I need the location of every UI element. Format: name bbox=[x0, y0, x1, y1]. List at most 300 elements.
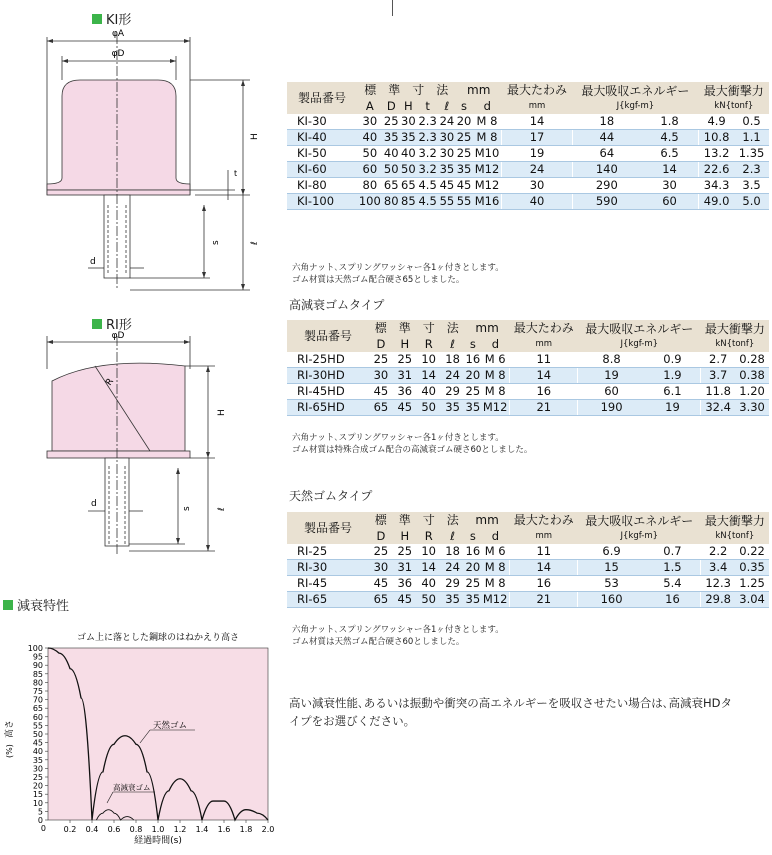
table-cell-force-tonf: 0.22 bbox=[735, 544, 769, 560]
col-s: s bbox=[465, 529, 482, 544]
table-cell-cell: 85 bbox=[401, 194, 416, 208]
table-cell-cell: M12 bbox=[473, 178, 502, 194]
table-cell-cell: 25 bbox=[465, 576, 481, 590]
x-tick-label: 1.0 bbox=[151, 825, 165, 834]
table-cell-model: RI-25HD bbox=[287, 352, 369, 368]
table-cell-cell: 20 bbox=[465, 368, 481, 382]
ki-section-title: KI形 bbox=[92, 9, 131, 28]
table-cell-cell: 25 bbox=[393, 352, 417, 368]
table-cell-cell: 45 bbox=[393, 400, 417, 416]
table-row bbox=[287, 384, 769, 400]
table-cell-energy-j: 53 bbox=[578, 576, 645, 592]
table-cell-cell: 35 bbox=[456, 162, 472, 176]
table-cell-cell: M 8 bbox=[481, 368, 509, 384]
x-tick-label: 1.2 bbox=[173, 825, 187, 834]
table-cell-force-tonf: 0.35 bbox=[735, 560, 769, 576]
table-cell-cell: 24 bbox=[441, 368, 465, 384]
table-cell-cell: 35 bbox=[383, 130, 399, 144]
col-r: R bbox=[417, 337, 441, 352]
table-cell-force-tonf: 0.38 bbox=[735, 368, 769, 384]
unit-energy: J{kgf-m} bbox=[572, 99, 698, 114]
table-cell-cell: 31 bbox=[393, 560, 417, 576]
y-tick-label: 40 bbox=[32, 747, 43, 757]
ki-dim-thread-label: d bbox=[90, 257, 96, 267]
table-cell-cell: 30 bbox=[439, 130, 455, 144]
table-cell-cell: 20 bbox=[456, 114, 472, 128]
table-cell-force-kn: 2.7 bbox=[701, 352, 735, 368]
col-header-energy: 最大吸収エネルギー bbox=[572, 82, 698, 99]
y-tick-label: 85 bbox=[32, 669, 43, 679]
table-cell-cell: 10 bbox=[417, 352, 441, 368]
plot-area bbox=[48, 648, 268, 820]
table-row bbox=[287, 146, 769, 162]
table-cell-force-tonf: 2.3 bbox=[734, 162, 769, 178]
table-cell-deflection: 14 bbox=[510, 560, 578, 576]
table-cell-cell: 50 bbox=[401, 162, 416, 176]
table-cell-model: KI-100 bbox=[287, 194, 357, 210]
table-cell-model: KI-30 bbox=[287, 114, 357, 130]
table-cell-energy-j: 15 bbox=[578, 560, 645, 576]
table-cell-force-kn: 49.0 bbox=[699, 194, 734, 210]
table-row bbox=[287, 178, 769, 194]
table-cell-force-tonf: 1.25 bbox=[735, 576, 769, 592]
table-cell-cell: 14 bbox=[417, 368, 441, 384]
table-cell-cell: 35 bbox=[439, 162, 455, 176]
table-cell-deflection: 21 bbox=[510, 400, 578, 416]
table-cell-force-kn: 29.8 bbox=[701, 592, 735, 608]
table-cell-model: RI-25 bbox=[287, 544, 369, 560]
table-cell-cell: 55 bbox=[456, 194, 472, 208]
table-cell-force-kn: 22.6 bbox=[699, 162, 734, 178]
recommendation-text bbox=[289, 694, 772, 730]
table-cell-energy-j: 18 bbox=[572, 114, 641, 130]
table-cell-deflection: 14 bbox=[510, 368, 578, 384]
table-cell-cell: 25 bbox=[456, 130, 472, 144]
table-cell-energy-kgf: 60 bbox=[641, 194, 699, 210]
y-tick-label: 95 bbox=[32, 652, 43, 662]
recommendation-line-1: 高い減衰性能､あるいは振動や衝突の高エネルギーを吸収させたい場合は､高減衰HDタ bbox=[289, 696, 732, 710]
table-cell-force-tonf: 5.0 bbox=[734, 194, 769, 210]
x-origin-label: 0 bbox=[40, 824, 46, 833]
table-cell-cell: 16 bbox=[465, 352, 481, 366]
table-cell-model: RI-65 bbox=[287, 592, 369, 608]
table-cell-cell: 25 bbox=[456, 146, 472, 160]
table-cell-model: KI-60 bbox=[287, 162, 357, 178]
col-d: D bbox=[383, 99, 400, 114]
unit-energy: J{kgf-m} bbox=[578, 337, 701, 352]
unit-deflection: mm bbox=[510, 529, 578, 544]
table-cell-cell: 35 bbox=[441, 400, 465, 416]
table-cell-cell: 50 bbox=[357, 146, 383, 162]
nr-table-title: 天然ゴムタイプ bbox=[289, 489, 373, 503]
table-cell-force-tonf: 3.5 bbox=[734, 178, 769, 194]
table-cell-energy-j: 64 bbox=[572, 146, 641, 162]
table-cell-cell: 3.2 bbox=[418, 162, 437, 176]
table-cell-cell: 25 bbox=[369, 544, 393, 560]
table-cell-cell: 4.5 bbox=[418, 178, 437, 192]
unit-force: kN{tonf} bbox=[699, 99, 769, 114]
table-cell-force-kn: 10.8 bbox=[699, 130, 734, 146]
table-cell-cell: 29 bbox=[441, 576, 465, 592]
col-header-deflection: 最大たわみ bbox=[510, 320, 578, 337]
table-cell-deflection: 17 bbox=[502, 130, 572, 146]
y-tick-label: 5 bbox=[37, 807, 43, 817]
y-tick-label: 15 bbox=[32, 790, 43, 800]
x-tick-label: 0.8 bbox=[129, 825, 143, 834]
col-thread: d bbox=[481, 337, 509, 352]
col-header-energy: 最大吸収エネルギー bbox=[578, 512, 701, 529]
col-header-mm: mm bbox=[465, 512, 510, 529]
table-cell-force-kn: 3.4 bbox=[701, 560, 735, 576]
table-cell-cell: 65 bbox=[383, 178, 399, 192]
table-cell-energy-kgf: 0.7 bbox=[645, 544, 701, 560]
table-cell-energy-j: 160 bbox=[578, 592, 645, 608]
table-cell-energy-kgf: 1.9 bbox=[645, 368, 701, 384]
y-tick-label: 80 bbox=[32, 678, 43, 688]
table-cell-cell: M12 bbox=[481, 400, 509, 416]
table-cell-force-kn: 12.3 bbox=[701, 576, 735, 592]
table-cell-cell: 31 bbox=[393, 368, 417, 384]
y-tick-label: 90 bbox=[32, 661, 43, 671]
table-cell-cell: 60 bbox=[357, 162, 383, 178]
x-tick-label: 0.4 bbox=[85, 825, 99, 834]
table-cell-cell: M 6 bbox=[481, 352, 509, 368]
col-d: D bbox=[369, 529, 393, 544]
table-cell-energy-kgf: 6.1 bbox=[645, 384, 701, 400]
ri-section-title: RI形 bbox=[92, 314, 132, 333]
col-thread: d bbox=[481, 529, 509, 544]
table-row bbox=[287, 162, 769, 178]
col-header-force: 最大衝撃力 bbox=[701, 320, 769, 337]
table-cell-energy-j: 19 bbox=[578, 368, 645, 384]
table-cell-cell: 36 bbox=[393, 384, 417, 400]
y-tick-label: 30 bbox=[32, 764, 43, 774]
col-header-std: 標 準 寸 法 bbox=[357, 82, 455, 99]
col-header-force: 最大衝撃力 bbox=[701, 512, 769, 529]
table-cell-cell: M 8 bbox=[473, 130, 502, 146]
table-cell-cell: 4.5 bbox=[418, 194, 437, 208]
nr-notes bbox=[292, 624, 504, 648]
table-cell-cell: 18 bbox=[441, 352, 465, 368]
y-tick-label: 35 bbox=[32, 755, 43, 765]
table-cell-cell: M 8 bbox=[473, 114, 502, 130]
y-tick-label: 75 bbox=[32, 687, 43, 696]
table-cell-energy-kgf: 1.5 bbox=[645, 560, 701, 576]
table-cell-energy-j: 8.8 bbox=[578, 352, 645, 368]
table-cell-cell: 30 bbox=[369, 560, 393, 576]
table-cell-cell: 45 bbox=[456, 178, 472, 192]
table-row bbox=[287, 576, 769, 592]
col-h: H bbox=[400, 99, 417, 114]
ki-dim-t-label: t bbox=[234, 169, 238, 178]
table-cell-cell: 100 bbox=[358, 194, 381, 208]
table-cell-model: KI-40 bbox=[287, 130, 357, 146]
table-cell-cell: 10 bbox=[417, 544, 441, 560]
table-cell-cell: 40 bbox=[383, 146, 399, 160]
table-cell-cell: 24 bbox=[441, 560, 465, 576]
ki-dim-s-label: s bbox=[211, 240, 221, 245]
ki-note-2: ゴム材質は天然ゴム配合硬さ65としました。 bbox=[292, 275, 465, 285]
label-natural-rubber: 天然ゴム bbox=[153, 721, 188, 731]
table-cell-model: RI-30HD bbox=[287, 368, 369, 384]
col-h: H bbox=[393, 529, 417, 544]
ki-dim-a-label: φA bbox=[111, 29, 125, 39]
table-cell-cell: 45 bbox=[369, 384, 393, 400]
col-a: A bbox=[357, 99, 383, 114]
table-cell-cell: M 8 bbox=[481, 560, 509, 576]
table-cell-cell: 35 bbox=[465, 592, 481, 606]
table-cell-cell: 30 bbox=[401, 114, 416, 128]
table-cell-energy-j: 590 bbox=[572, 194, 641, 210]
y-axis-unit: (%) bbox=[5, 744, 14, 758]
table-cell-force-kn: 34.3 bbox=[699, 178, 734, 194]
table-cell-cell: M12 bbox=[473, 162, 502, 178]
ri-dim-l-label: ℓ bbox=[217, 507, 227, 511]
col-l: ℓ bbox=[441, 337, 465, 352]
page-divider-mark bbox=[392, 0, 393, 16]
col-r: R bbox=[417, 529, 441, 544]
table-cell-cell: 25 bbox=[393, 544, 417, 560]
recommendation-line-2: イプをお選びください。 bbox=[289, 714, 416, 728]
table-cell-cell: 2.3 bbox=[418, 130, 437, 144]
table-cell-cell: 50 bbox=[417, 400, 441, 416]
table-cell-model: RI-45 bbox=[287, 576, 369, 592]
y-tick-label: 25 bbox=[32, 773, 43, 782]
table-cell-cell: 65 bbox=[369, 400, 393, 416]
ki-note-1: 六角ナット､スプリングワッシャー各1ヶ付きとします。 bbox=[292, 263, 504, 273]
col-header-std: 標 準 寸 法 bbox=[369, 320, 465, 337]
col-header-force: 最大衝撃力 bbox=[699, 82, 769, 99]
ri-dim-s-label: s bbox=[182, 506, 192, 511]
table-cell-cell: M10 bbox=[473, 146, 502, 162]
table-cell-cell: 40 bbox=[357, 130, 383, 146]
col-header-deflection: 最大たわみ bbox=[502, 82, 572, 99]
x-tick-label: 1.6 bbox=[217, 825, 231, 834]
col-header-mm: mm bbox=[465, 320, 510, 337]
table-cell-cell: 18 bbox=[441, 544, 465, 560]
table-cell-force-tonf: 1.20 bbox=[735, 384, 769, 400]
table-cell-energy-j: 6.9 bbox=[578, 544, 645, 560]
table-cell-cell: 29 bbox=[441, 384, 465, 400]
table-cell-energy-kgf: 1.8 bbox=[641, 114, 699, 130]
table-cell-cell: 80 bbox=[383, 194, 399, 208]
col-header-mm: mm bbox=[455, 82, 501, 99]
ri-drawing bbox=[0, 326, 290, 586]
table-cell-model: RI-45HD bbox=[287, 384, 369, 400]
unit-force: kN{tonf} bbox=[701, 337, 769, 352]
unit-deflection: mm bbox=[510, 337, 578, 352]
table-cell-deflection: 21 bbox=[510, 592, 578, 608]
table-cell-deflection: 30 bbox=[502, 178, 572, 194]
table-cell-deflection: 14 bbox=[502, 114, 572, 130]
table-cell-model: KI-80 bbox=[287, 178, 357, 194]
table-cell-cell: 20 bbox=[465, 560, 481, 574]
table-cell-cell: 50 bbox=[383, 162, 399, 176]
table-cell-cell: 2.3 bbox=[418, 114, 437, 128]
ri-dim-h-label: H bbox=[217, 409, 227, 416]
x-tick-label: 1.8 bbox=[239, 825, 253, 834]
table-row bbox=[287, 400, 769, 416]
table-row bbox=[287, 560, 769, 576]
y-axis-label: 高さ bbox=[5, 719, 15, 738]
y-tick-label: 0 bbox=[37, 816, 43, 825]
table-cell-cell: 80 bbox=[357, 178, 383, 194]
table-row bbox=[287, 130, 769, 146]
table-cell-force-kn: 4.9 bbox=[699, 114, 734, 130]
ri-dim-thread-label: d bbox=[91, 499, 97, 509]
col-l: ℓ bbox=[438, 99, 455, 114]
table-cell-cell: M12 bbox=[481, 592, 509, 608]
table-cell-cell: 35 bbox=[441, 592, 465, 608]
nr-note-1: 六角ナット､スプリングワッシャー各1ヶ付きとします。 bbox=[292, 625, 504, 635]
table-cell-energy-kgf: 19 bbox=[645, 400, 701, 416]
hd-note-2: ゴム材質は特殊合成ゴム配合の高減衰ゴム硬さ60としました。 bbox=[292, 445, 533, 455]
chart-caption: ゴム上に落とした鋼球のはねかえり高さ bbox=[76, 633, 240, 643]
green-square-icon bbox=[3, 600, 13, 610]
table-cell-force-kn: 3.7 bbox=[701, 368, 735, 384]
table-cell-cell: 30 bbox=[439, 146, 455, 160]
table-cell-cell: 36 bbox=[393, 576, 417, 592]
table-cell-cell: M16 bbox=[473, 194, 502, 210]
y-tick-label: 70 bbox=[32, 695, 43, 705]
ki-spec-table bbox=[287, 82, 769, 210]
table-cell-energy-j: 60 bbox=[578, 384, 645, 400]
table-cell-energy-kgf: 16 bbox=[645, 592, 701, 608]
table-cell-cell: M 8 bbox=[481, 576, 509, 592]
col-header-model: 製品番号 bbox=[287, 320, 369, 352]
table-cell-force-tonf: 1.35 bbox=[734, 146, 769, 162]
ki-dim-l-label: ℓ bbox=[250, 241, 260, 245]
table-cell-deflection: 40 bbox=[502, 194, 572, 210]
y-tick-label: 20 bbox=[32, 781, 43, 791]
col-s: s bbox=[465, 337, 482, 352]
nr-note-2: ゴム材質は天然ゴム配合硬さ60としました。 bbox=[292, 637, 465, 647]
ki-notes bbox=[292, 262, 504, 286]
col-header-deflection: 最大たわみ bbox=[510, 512, 578, 529]
table-cell-cell: M 8 bbox=[481, 384, 509, 400]
y-tick-label: 10 bbox=[32, 798, 43, 808]
table-cell-cell: 50 bbox=[417, 592, 441, 608]
table-cell-force-kn: 13.2 bbox=[699, 146, 734, 162]
table-cell-cell: 25 bbox=[465, 384, 481, 398]
table-cell-deflection: 11 bbox=[510, 544, 578, 560]
unit-force: kN{tonf} bbox=[701, 529, 769, 544]
col-s: s bbox=[455, 99, 472, 114]
x-tick-label: 0.2 bbox=[63, 825, 77, 834]
x-tick-label: 2.0 bbox=[261, 825, 275, 834]
x-tick-label: 0.6 bbox=[107, 825, 121, 834]
hd-notes bbox=[292, 432, 532, 456]
table-cell-deflection: 16 bbox=[510, 576, 578, 592]
table-cell-deflection: 11 bbox=[510, 352, 578, 368]
table-cell-cell: 40 bbox=[417, 576, 441, 592]
table-cell-cell: 40 bbox=[401, 146, 416, 160]
table-cell-force-tonf: 3.30 bbox=[735, 400, 769, 416]
table-cell-cell: 3.2 bbox=[418, 146, 437, 160]
x-axis-label: 経過時間(s) bbox=[134, 836, 182, 846]
table-cell-force-tonf: 3.04 bbox=[735, 592, 769, 608]
table-cell-deflection: 16 bbox=[510, 384, 578, 400]
table-cell-energy-j: 140 bbox=[572, 162, 641, 178]
table-cell-energy-kgf: 6.5 bbox=[641, 146, 699, 162]
table-cell-cell: 30 bbox=[357, 114, 383, 130]
ri-dim-d-label: φD bbox=[111, 331, 125, 341]
table-cell-force-kn: 2.2 bbox=[701, 544, 735, 560]
table-cell-cell: 45 bbox=[393, 592, 417, 608]
damping-chart bbox=[0, 628, 290, 855]
table-cell-cell: 40 bbox=[417, 384, 441, 400]
table-cell-energy-kgf: 5.4 bbox=[645, 576, 701, 592]
y-tick-label: 60 bbox=[32, 712, 43, 722]
table-row bbox=[287, 114, 769, 130]
table-cell-energy-j: 44 bbox=[572, 130, 641, 146]
table-cell-energy-kgf: 30 bbox=[641, 178, 699, 194]
table-cell-cell: 14 bbox=[417, 560, 441, 576]
table-cell-cell: 35 bbox=[465, 400, 481, 414]
table-cell-energy-j: 190 bbox=[578, 400, 645, 416]
col-d: D bbox=[369, 337, 393, 352]
table-cell-cell: 30 bbox=[369, 368, 393, 384]
table-cell-cell: 25 bbox=[369, 352, 393, 368]
ri-dim-r-label: R bbox=[104, 376, 117, 388]
table-cell-model: RI-65HD bbox=[287, 400, 369, 416]
table-cell-energy-kgf: 0.9 bbox=[645, 352, 701, 368]
table-row bbox=[287, 544, 769, 560]
ki-dim-h-label: H bbox=[250, 133, 260, 140]
table-cell-force-tonf: 0.28 bbox=[735, 352, 769, 368]
table-cell-cell: 45 bbox=[369, 576, 393, 592]
table-cell-energy-kgf: 4.5 bbox=[641, 130, 699, 146]
unit-deflection: mm bbox=[502, 99, 572, 114]
col-header-energy: 最大吸収エネルギー bbox=[578, 320, 701, 337]
table-cell-force-kn: 32.4 bbox=[701, 400, 735, 416]
unit-energy: J{kgf-m} bbox=[578, 529, 701, 544]
table-cell-cell: 24 bbox=[439, 114, 455, 128]
col-header-model: 製品番号 bbox=[287, 82, 357, 114]
table-row bbox=[287, 592, 769, 608]
y-tick-label: 45 bbox=[32, 738, 43, 748]
table-cell-deflection: 19 bbox=[502, 146, 572, 162]
damping-section-title: 減衰特性 bbox=[3, 595, 69, 614]
table-cell-cell: 25 bbox=[383, 114, 399, 128]
table-cell-force-tonf: 0.5 bbox=[734, 114, 769, 130]
x-tick-label: 1.4 bbox=[195, 825, 209, 834]
table-cell-energy-j: 290 bbox=[572, 178, 641, 194]
y-tick-label: 65 bbox=[32, 704, 43, 714]
table-cell-energy-kgf: 14 bbox=[641, 162, 699, 178]
ki-drawing bbox=[0, 0, 290, 310]
table-row bbox=[287, 352, 769, 368]
hd-table-title: 高減衰ゴムタイプ bbox=[289, 298, 385, 312]
table-cell-cell: M 6 bbox=[481, 544, 509, 560]
table-cell-cell: 65 bbox=[401, 178, 416, 192]
table-row bbox=[287, 368, 769, 384]
table-cell-model: KI-50 bbox=[287, 146, 357, 162]
table-cell-force-tonf: 1.1 bbox=[734, 130, 769, 146]
label-high-damping-rubber: 高減衰ゴム bbox=[113, 783, 151, 792]
col-thread: d bbox=[473, 99, 502, 114]
table-cell-model: RI-30 bbox=[287, 560, 369, 576]
col-h: H bbox=[393, 337, 417, 352]
ki-dim-d-label: φD bbox=[111, 49, 125, 59]
y-tick-label: 55 bbox=[32, 721, 43, 731]
y-tick-label: 100 bbox=[27, 644, 43, 653]
hd-note-1: 六角ナット､スプリングワッシャー各1ヶ付きとします。 bbox=[292, 433, 504, 443]
col-header-std: 標 準 寸 法 bbox=[369, 512, 465, 529]
hd-spec-table bbox=[287, 320, 769, 416]
y-tick-label: 50 bbox=[32, 730, 43, 739]
table-cell-force-kn: 11.8 bbox=[701, 384, 735, 400]
